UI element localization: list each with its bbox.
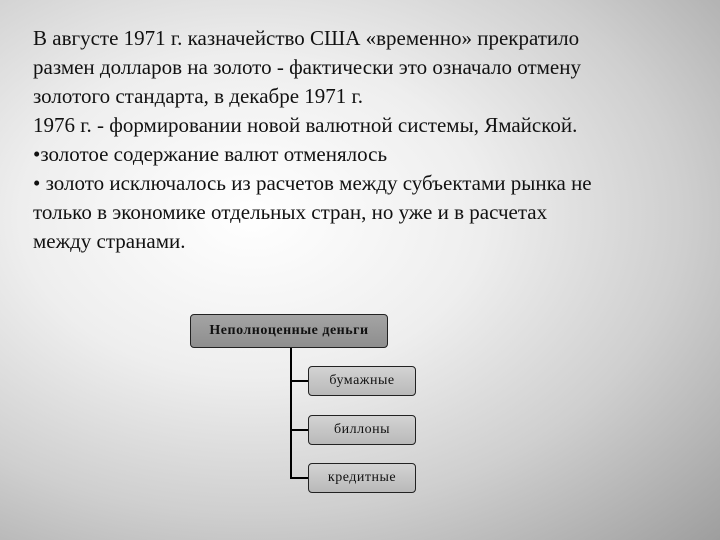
text-line: между странами. <box>33 229 186 253</box>
text-line: В августе 1971 г. казначейство США «временно» прекратило <box>33 26 580 50</box>
tree-branch-line <box>290 429 308 431</box>
bullet-line: • золото исключалось из расчетов между субъектами рынка не <box>33 171 592 195</box>
diagram-child-box: кредитные <box>308 463 416 493</box>
diagram-root-box: Неполноценные деньги <box>190 314 388 348</box>
slide-body-text <box>33 24 693 256</box>
tree-branch-line <box>290 380 308 382</box>
text-line: размен долларов на золото - фактически это означало отмену <box>33 55 581 79</box>
tree-branch-line <box>290 477 308 479</box>
tree-trunk-line <box>290 348 292 479</box>
text-line: 1976 г. - формировании новой валютной системы, Ямайской. <box>33 113 578 137</box>
diagram-child-box: биллоны <box>308 415 416 445</box>
bullet-line: •золотое содержание валют отменялось <box>33 142 388 166</box>
text-line: золотого стандарта, в декабре 1971 г. <box>33 84 364 108</box>
diagram-child-box: бумажные <box>308 366 416 396</box>
text-line: только в экономике отдельных стран, но уже и в расчетах <box>33 200 548 224</box>
